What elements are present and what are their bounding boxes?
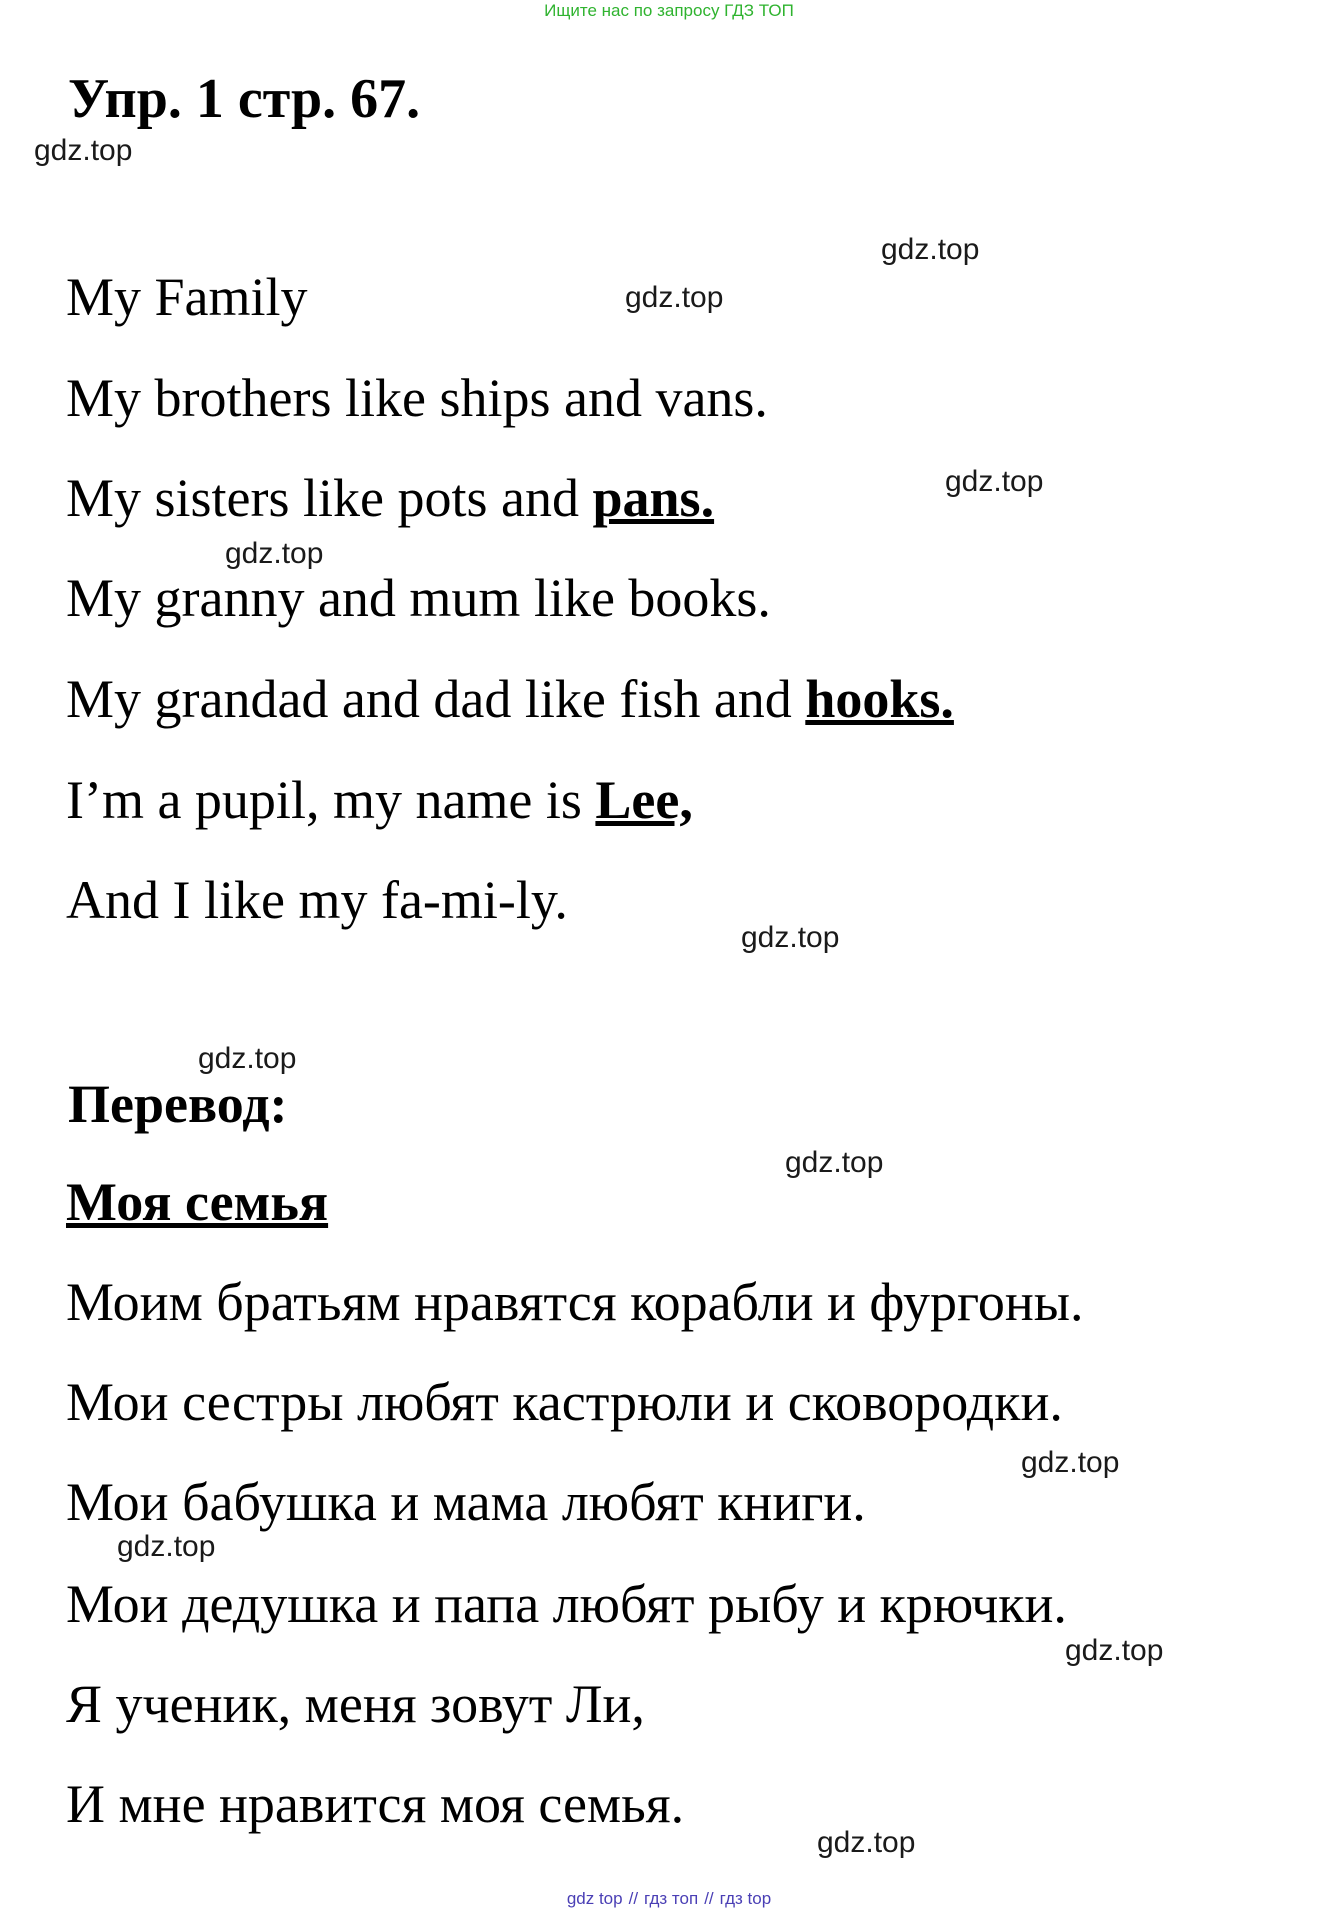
watermark: gdz.top — [785, 1146, 884, 1179]
watermark: gdz.top — [117, 1530, 216, 1563]
translation-line-1: Моим братьям нравятся корабли и фургоны. — [66, 1272, 1084, 1332]
poem-line-5-text: I’m a pupil, my name is — [66, 770, 596, 830]
watermark: gdz.top — [225, 537, 324, 570]
poem-line-1: My brothers like ships and vans. — [66, 368, 768, 428]
watermark: gdz.top — [945, 465, 1044, 498]
watermark: gdz.top — [1065, 1634, 1164, 1667]
poem-line-5-rhyme: Lee, — [595, 770, 693, 830]
poem-line-4-text: My grandad and dad like fish and — [66, 669, 806, 729]
translation-label: Перевод: — [68, 1074, 288, 1134]
translation-line-2: Мои сестры любят кастрюли и сковородки. — [66, 1372, 1063, 1432]
watermark: gdz.top — [741, 921, 840, 954]
poem-line-2-rhyme: pans. — [592, 468, 715, 528]
watermark: gdz.top — [198, 1042, 297, 1075]
poem-line-6: And I like my fa-mi-ly. — [66, 870, 568, 930]
exercise-heading: Упр. 1 стр. 67. — [68, 68, 421, 130]
footer-separator: // — [628, 1889, 639, 1908]
poem-line-4 — [66, 667, 954, 731]
translation-line-3: Мои бабушка и мама любят книги. — [66, 1472, 866, 1532]
translation-line-6: И мне нравится моя семья. — [66, 1774, 685, 1834]
watermark: gdz.top — [881, 233, 980, 266]
poem-line-2 — [66, 466, 714, 530]
poem-line-3: My granny and mum like books. — [66, 568, 771, 628]
poem-line-2-text: My sisters like pots and — [66, 468, 593, 528]
watermark: gdz.top — [817, 1826, 916, 1859]
poem-line-5 — [66, 768, 693, 832]
translation-line-5: Я ученик, меня зовут Ли, — [66, 1674, 645, 1734]
top-banner: Ищите нас по запросу ГДЗ ТОП — [544, 1, 794, 20]
footer — [0, 1888, 1338, 1910]
footer-part-3: гдз top — [719, 1889, 772, 1908]
poem-title: My Family — [66, 267, 308, 327]
poem-line-4-rhyme: hooks. — [805, 669, 954, 729]
footer-separator: // — [704, 1889, 714, 1908]
watermark: gdz.top — [34, 134, 133, 167]
footer-part-2: гдз топ — [644, 1889, 699, 1908]
footer-part-1: gdz top — [566, 1889, 623, 1908]
watermark: gdz.top — [625, 281, 724, 314]
watermark: gdz.top — [1021, 1446, 1120, 1479]
translation-line-4: Мои дедушка и папа любят рыбу и крючки. — [66, 1574, 1067, 1634]
translation-title: Моя семья — [66, 1172, 329, 1232]
